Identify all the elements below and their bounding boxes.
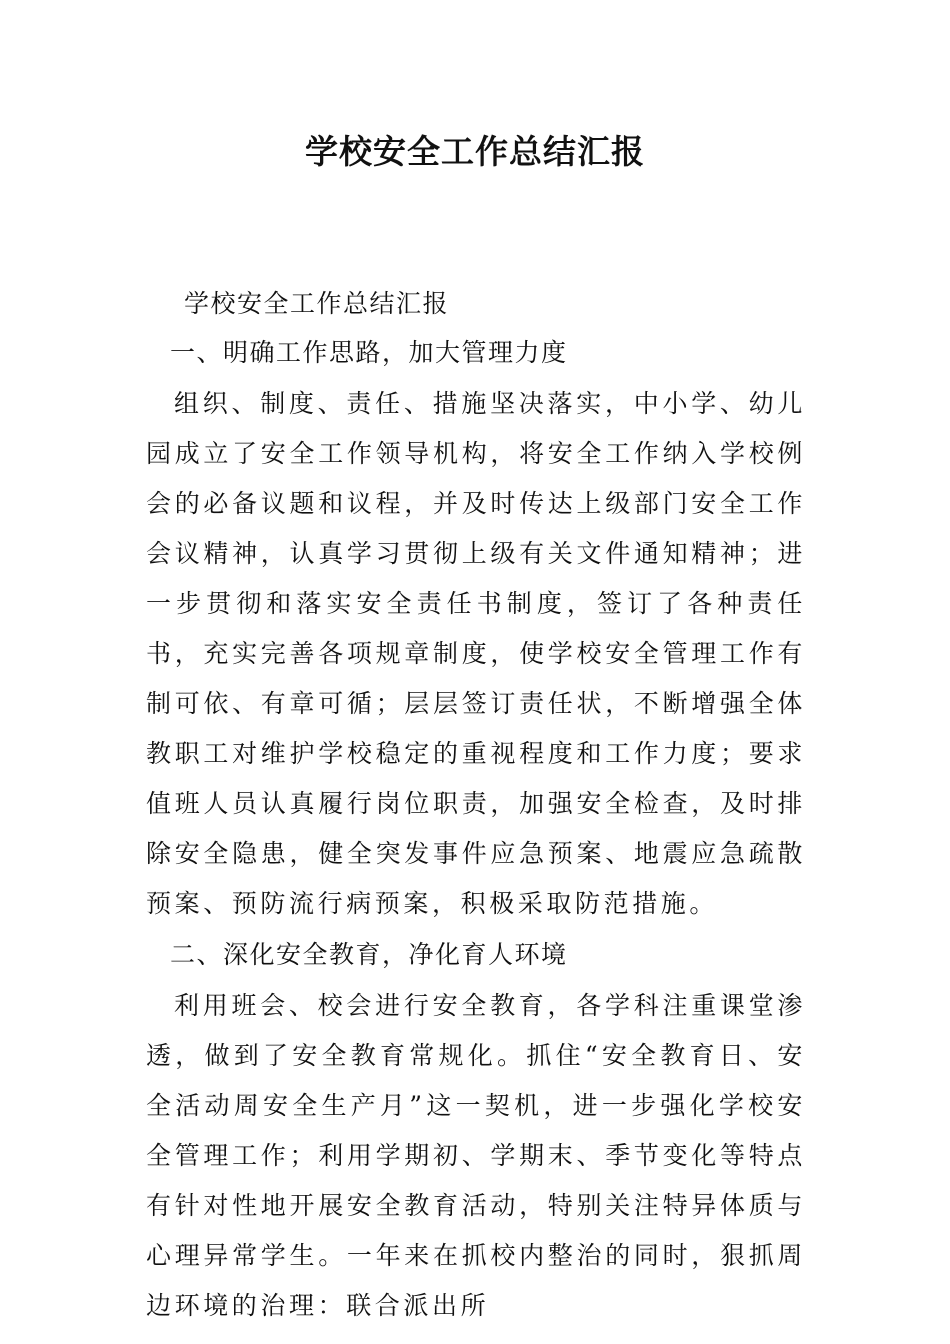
section-paragraph-1: 组织、制度、责任、措施坚决落实，中小学、幼儿园成立了安全工作领导机构，将安全工作纳入学校例会的必备议题和议程，并及时传达上级部门安全工作会议精神，认真学习贯彻上级有关文件通知精神；进一步贯彻和落实安全责任书制度，签订了各种责任书，充实完善各项规章制度，使学校安全管理工作有制可依、有章可循；层层签订责任状，不断增强全体教职工对维护学校稳定的重视程度和工作力度；要求值班人员认真履行岗位职责，加强安全检查，及时排除安全隐患，健全突发事件应急预案、地震应急疏散预案、预防流行病预案，积极采取防范措施。 (146, 389, 806, 918)
document-body (146, 281, 806, 1331)
section-heading-1: 一、明确工作思路，加大管理力度 (170, 338, 568, 367)
section-heading-2: 二、深化安全教育，净化育人环境 (170, 940, 568, 969)
document-title: 学校安全工作总结汇报 (305, 132, 645, 171)
document-subtitle: 学校安全工作总结汇报 (184, 289, 450, 318)
section-paragraph-2: 利用班会、校会进行安全教育，各学科注重课堂渗透，做到了安全教育常规化。抓住“安全教育日、安全活动周安全生产月”这一契机，进一步强化学校安全管理工作；利用学期初、学期末、季节变化等特点有针对性地开展安全教育活动，特别关注特异体质与心理异常学生。一年来在抓校内整治的同时，狠抓周边环境的治理：联合派出所 (146, 991, 806, 1320)
